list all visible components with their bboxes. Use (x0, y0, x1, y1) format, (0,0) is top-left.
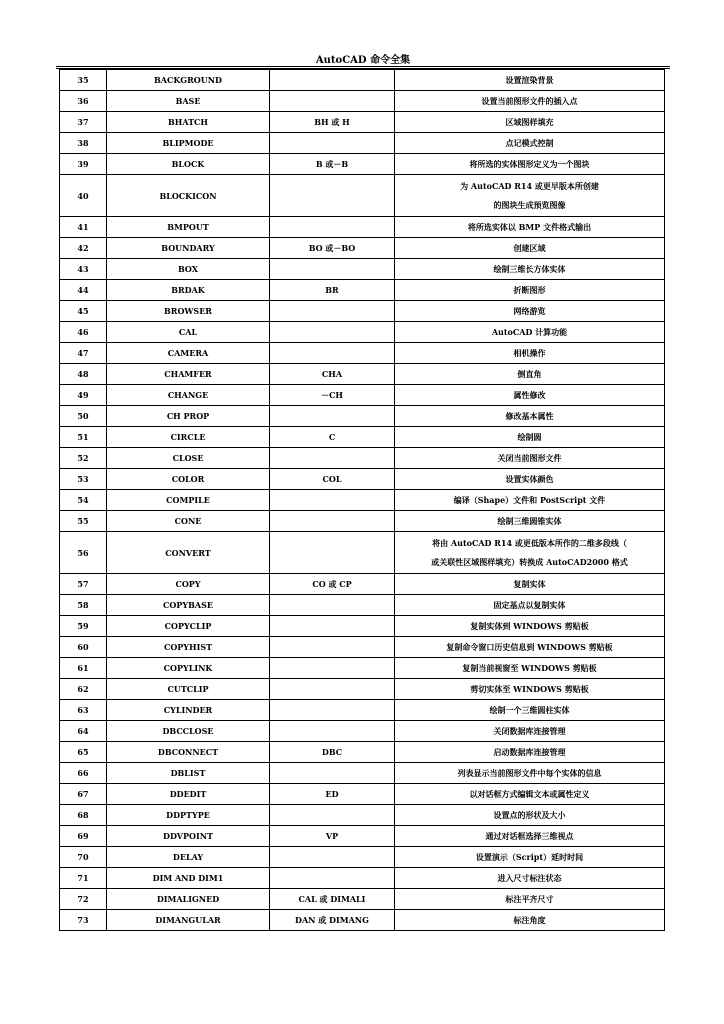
command-name: DBCCLOSE (107, 721, 270, 742)
description-line: 复制命令窗口历史信息到 WINDOWS 剪贴板 (446, 642, 613, 652)
description-line: 剪切实体至 WINDOWS 剪贴板 (470, 684, 589, 694)
row-number: 59 (60, 616, 107, 637)
row-number: 38 (60, 133, 107, 154)
command-alias (270, 91, 395, 112)
command-description (395, 259, 665, 280)
row-number: 67 (60, 784, 107, 805)
table-row (60, 616, 665, 637)
command-alias (270, 847, 395, 868)
command-name: BACKGROUND (107, 70, 270, 91)
command-name: CAMERA (107, 343, 270, 364)
description-line: 关闭数据库连接管理 (493, 726, 566, 736)
command-name: DELAY (107, 847, 270, 868)
table-row (60, 700, 665, 721)
command-description (395, 385, 665, 406)
command-name: CIRCLE (107, 427, 270, 448)
row-number: 46 (60, 322, 107, 343)
description-line: 相机操作 (513, 348, 546, 358)
row-number: 72 (60, 889, 107, 910)
command-alias: B 或－B (270, 154, 395, 175)
command-name: BLOCKICON (107, 175, 270, 217)
table-row (60, 154, 665, 175)
description-line: 将所选的实体图形定义为一个图块 (469, 159, 590, 169)
command-alias (270, 70, 395, 91)
command-description (395, 889, 665, 910)
row-number: 50 (60, 406, 107, 427)
command-alias: COL (270, 469, 395, 490)
command-description (395, 280, 665, 301)
command-description (395, 511, 665, 532)
command-description (395, 448, 665, 469)
description-line: 复制实体 (513, 579, 546, 589)
description-line: 设置渲染背景 (505, 75, 554, 85)
description-line: 折断图形 (513, 285, 546, 295)
command-alias (270, 679, 395, 700)
command-name: COPY (107, 574, 270, 595)
table-row (60, 238, 665, 259)
command-description (395, 763, 665, 784)
description-line: 以对话框方式编辑文本或属性定义 (469, 789, 590, 799)
table-row (60, 679, 665, 700)
table-row (60, 595, 665, 616)
table-row (60, 910, 665, 931)
description-line: 设置当前图形文件的插入点 (481, 96, 578, 106)
command-alias (270, 175, 395, 217)
description-line: 绘制三维圆锥实体 (497, 516, 562, 526)
table-row (60, 742, 665, 763)
command-alias (270, 763, 395, 784)
row-number: 70 (60, 847, 107, 868)
command-name: CLOSE (107, 448, 270, 469)
description-line: 的图块生成预览图像 (493, 200, 566, 210)
description-line: 复制实体到 WINDOWS 剪贴板 (470, 621, 589, 631)
table-row (60, 385, 665, 406)
command-name: COPYCLIP (107, 616, 270, 637)
page-title: AutoCAD 命令全集 (315, 55, 411, 66)
table-row (60, 826, 665, 847)
table-row (60, 70, 665, 91)
command-description (395, 637, 665, 658)
row-number: 61 (60, 658, 107, 679)
table-row (60, 259, 665, 280)
row-number: 53 (60, 469, 107, 490)
command-alias: CHA (270, 364, 395, 385)
table-row (60, 301, 665, 322)
row-number: 52 (60, 448, 107, 469)
command-description (395, 406, 665, 427)
description-line: 区域图样填充 (505, 117, 554, 127)
row-number: 42 (60, 238, 107, 259)
description-line: 修改基本属性 (505, 411, 554, 421)
command-description (395, 112, 665, 133)
command-alias (270, 490, 395, 511)
row-number: 54 (60, 490, 107, 511)
command-description (395, 70, 665, 91)
table-row (60, 469, 665, 490)
row-number: 63 (60, 700, 107, 721)
command-description (395, 532, 665, 574)
command-name: BOUNDARY (107, 238, 270, 259)
table-row (60, 721, 665, 742)
row-number: 68 (60, 805, 107, 826)
command-name: BMPOUT (107, 217, 270, 238)
table-row (60, 364, 665, 385)
command-name: DIMANGULAR (107, 910, 270, 931)
description-line: 或关联性区域图样填充）转换成 AutoCAD2000 格式 (431, 557, 628, 567)
command-name: COMPILE (107, 490, 270, 511)
command-table-body (60, 70, 665, 931)
command-description (395, 574, 665, 595)
description-line: 进入尺寸标注状态 (497, 873, 562, 883)
command-description (395, 217, 665, 238)
command-description (395, 133, 665, 154)
command-name: DDPTYPE (107, 805, 270, 826)
command-name: CHANGE (107, 385, 270, 406)
description-line: 绘制一个三维圆柱实体 (489, 705, 570, 715)
description-line: 为 AutoCAD R14 或更早版本所创建 (460, 181, 599, 191)
table-row (60, 763, 665, 784)
description-line: AutoCAD 计算功能 (491, 327, 568, 337)
description-line: 启动数据库连接管理 (493, 747, 566, 757)
table-row (60, 91, 665, 112)
command-description (395, 847, 665, 868)
description-line: 关闭当前图形文件 (497, 453, 562, 463)
command-name: COPYHIST (107, 637, 270, 658)
command-alias: DBC (270, 742, 395, 763)
description-line: 固定基点以复制实体 (493, 600, 566, 610)
description-line: 绘制三维长方体实体 (493, 264, 566, 274)
table-row (60, 511, 665, 532)
description-line: 将由 AutoCAD R14 或更低版本所作的二维多段线（ (432, 538, 627, 548)
command-description (395, 322, 665, 343)
row-number: 37 (60, 112, 107, 133)
description-line: 标注平齐尺寸 (505, 894, 554, 904)
description-line: 网络游览 (513, 306, 546, 316)
row-number: 69 (60, 826, 107, 847)
description-line: 设置演示（Script）延时时间 (475, 852, 584, 862)
command-alias (270, 805, 395, 826)
table-row (60, 175, 665, 217)
table-row (60, 805, 665, 826)
command-description (395, 826, 665, 847)
table-row (60, 868, 665, 889)
command-name: DBLIST (107, 763, 270, 784)
row-number: 51 (60, 427, 107, 448)
table-row (60, 658, 665, 679)
command-description (395, 490, 665, 511)
table-row (60, 280, 665, 301)
command-name: BOX (107, 259, 270, 280)
command-alias: BO 或－BO (270, 238, 395, 259)
row-number: 45 (60, 301, 107, 322)
row-number: 73 (60, 910, 107, 931)
command-alias (270, 637, 395, 658)
description-line: 属性修改 (513, 390, 546, 400)
command-name: BLOCK (107, 154, 270, 175)
command-alias (270, 301, 395, 322)
command-alias (270, 595, 395, 616)
table-row (60, 343, 665, 364)
command-name: CYLINDER (107, 700, 270, 721)
command-description (395, 742, 665, 763)
command-description (395, 343, 665, 364)
row-number: 41 (60, 217, 107, 238)
command-name: DDVPOINT (107, 826, 270, 847)
description-line: 将所选实体以 BMP 文件格式输出 (467, 222, 592, 232)
command-alias: CO 或 CP (270, 574, 395, 595)
command-alias: VP (270, 826, 395, 847)
command-description (395, 700, 665, 721)
table-row (60, 490, 665, 511)
row-number: 62 (60, 679, 107, 700)
row-number: 43 (60, 259, 107, 280)
description-line: 设置实体颜色 (505, 474, 554, 484)
command-name: DDEDIT (107, 784, 270, 805)
row-number: 58 (60, 595, 107, 616)
command-description (395, 154, 665, 175)
command-description (395, 175, 665, 217)
command-name: BROWSER (107, 301, 270, 322)
row-number: 57 (60, 574, 107, 595)
description-line: 绘制圆 (517, 432, 542, 442)
table-row (60, 574, 665, 595)
command-alias: －CH (270, 385, 395, 406)
row-number: 55 (60, 511, 107, 532)
command-name: BRDAK (107, 280, 270, 301)
command-description (395, 616, 665, 637)
command-description (395, 469, 665, 490)
command-description (395, 91, 665, 112)
command-description (395, 301, 665, 322)
command-name: BHATCH (107, 112, 270, 133)
row-number: 48 (60, 364, 107, 385)
command-alias (270, 721, 395, 742)
description-line: 创建区域 (513, 243, 546, 253)
table-row (60, 448, 665, 469)
command-alias: DAN 或 DIMANG (270, 910, 395, 931)
row-number: 35 (60, 70, 107, 91)
command-name: BASE (107, 91, 270, 112)
command-description (395, 805, 665, 826)
command-alias (270, 217, 395, 238)
table-row (60, 217, 665, 238)
description-line: 复制当前视窗至 WINDOWS 剪贴板 (462, 663, 597, 673)
command-description (395, 658, 665, 679)
table-row (60, 133, 665, 154)
table-row (60, 322, 665, 343)
row-number: 66 (60, 763, 107, 784)
row-number: 39 (60, 154, 107, 175)
command-name: CH PROP (107, 406, 270, 427)
table-row (60, 112, 665, 133)
command-name: CHAMFER (107, 364, 270, 385)
description-line: 点记模式控制 (505, 138, 554, 148)
command-alias (270, 133, 395, 154)
command-alias (270, 406, 395, 427)
description-line: 设置点的形状及大小 (493, 810, 566, 820)
command-description (395, 784, 665, 805)
command-description (395, 679, 665, 700)
table-row (60, 847, 665, 868)
command-alias (270, 259, 395, 280)
row-number: 40 (60, 175, 107, 217)
header-rule (56, 66, 670, 67)
command-name: DIM AND DIM1 (107, 868, 270, 889)
command-description (395, 868, 665, 889)
table-row (60, 532, 665, 574)
table-row (60, 406, 665, 427)
description-line: 编译（Shape）文件和 PostScript 文件 (453, 495, 606, 505)
command-name: COLOR (107, 469, 270, 490)
command-table (59, 69, 665, 931)
command-name: DBCONNECT (107, 742, 270, 763)
command-name: COPYLINK (107, 658, 270, 679)
description-line: 列表显示当前图形文件中每个实体的信息 (457, 768, 602, 778)
command-alias (270, 322, 395, 343)
table-row (60, 889, 665, 910)
command-name: CAL (107, 322, 270, 343)
row-number: 36 (60, 91, 107, 112)
command-alias: BR (270, 280, 395, 301)
row-number: 47 (60, 343, 107, 364)
row-number: 49 (60, 385, 107, 406)
row-number: 65 (60, 742, 107, 763)
command-name: BLIPMODE (107, 133, 270, 154)
row-number: 44 (60, 280, 107, 301)
command-alias (270, 868, 395, 889)
table-row (60, 427, 665, 448)
table-row (60, 784, 665, 805)
command-alias (270, 658, 395, 679)
command-name: DIMALIGNED (107, 889, 270, 910)
description-line: 标注角度 (513, 915, 546, 925)
command-name: COPYBASE (107, 595, 270, 616)
command-alias (270, 448, 395, 469)
row-number: 64 (60, 721, 107, 742)
command-alias: C (270, 427, 395, 448)
command-alias (270, 700, 395, 721)
command-name: CONVERT (107, 532, 270, 574)
row-number: 56 (60, 532, 107, 574)
command-alias (270, 511, 395, 532)
command-alias (270, 343, 395, 364)
command-alias (270, 616, 395, 637)
command-alias: ED (270, 784, 395, 805)
command-description (395, 721, 665, 742)
row-number: 60 (60, 637, 107, 658)
command-description (395, 364, 665, 385)
command-alias: BH 或 H (270, 112, 395, 133)
command-description (395, 910, 665, 931)
command-description (395, 427, 665, 448)
command-alias: CAL 或 DIMALI (270, 889, 395, 910)
description-line: 通过对话框选择三维视点 (485, 831, 574, 841)
description-line: 倒直角 (517, 369, 542, 379)
command-name: CUTCLIP (107, 679, 270, 700)
command-description (395, 238, 665, 259)
table-row (60, 637, 665, 658)
row-number: 71 (60, 868, 107, 889)
command-alias (270, 532, 395, 574)
command-description (395, 595, 665, 616)
command-name: CONE (107, 511, 270, 532)
